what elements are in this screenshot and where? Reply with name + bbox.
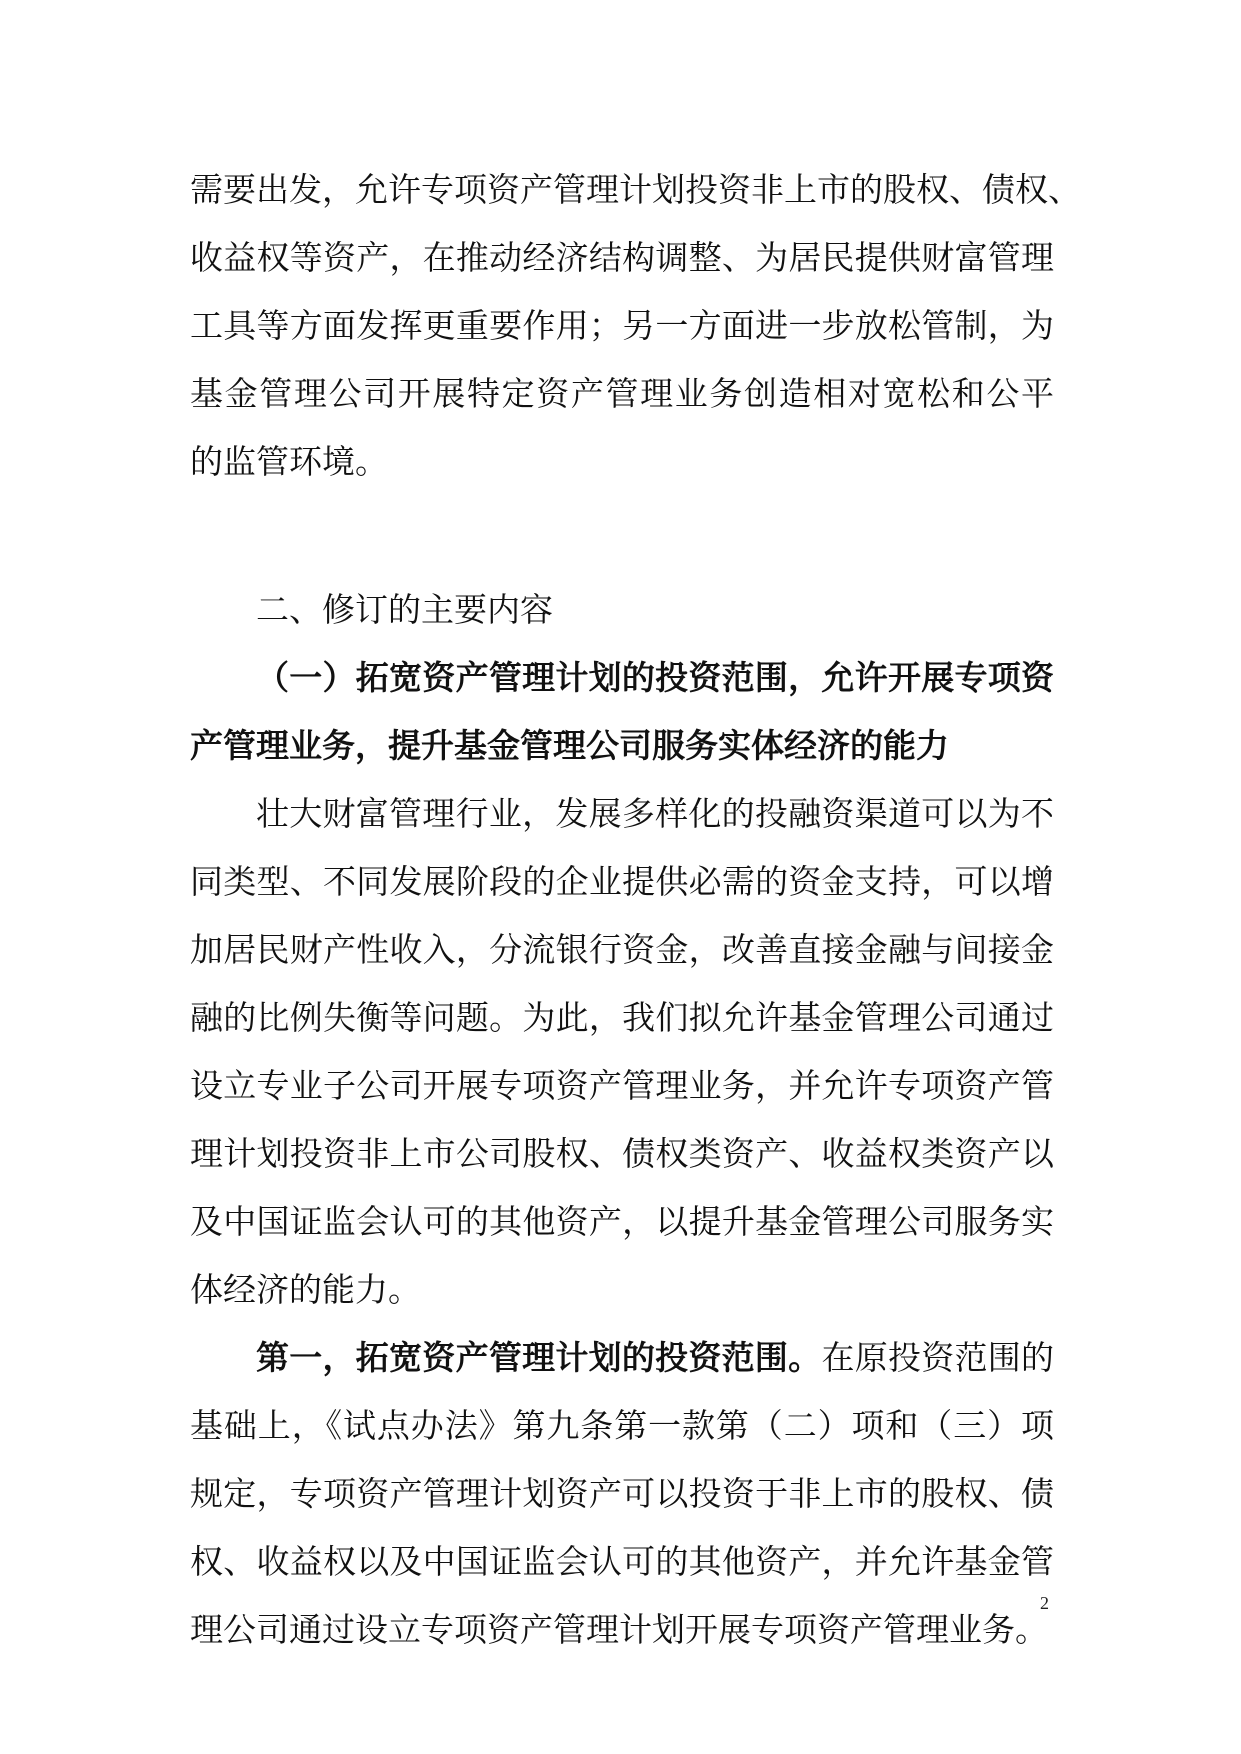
first-line-remainder: 在原投资范围的 xyxy=(821,1338,1055,1377)
text-line: 壮大财富管理行业，发展多样化的投融资渠道可以为不 xyxy=(256,794,1054,833)
text-line: 的监管环境。 xyxy=(190,442,388,481)
text-line: 及中国证监会认可的其他资产，以提升基金管理公司服务实 xyxy=(190,1202,1054,1241)
text-line: 收益权等资产，在推动经济结构调整、为居民提供财富管理 xyxy=(190,238,1054,277)
text-line: 设立专业子公司开展专项资产管理业务，并允许专项资产管 xyxy=(190,1066,1054,1105)
section-heading: 二、修订的主要内容 xyxy=(256,590,553,629)
text-line: 基础上，《试点办法》第九条第一款第（二）项和（三）项 xyxy=(190,1406,1054,1445)
subsection-heading-line: （一）拓宽资产管理计划的投资范围，允许开展专项资 xyxy=(256,658,1054,697)
subsection-heading xyxy=(190,644,1054,780)
text-line: 基金管理公司开展特定资产管理业务创造相对宽松和公平 xyxy=(190,374,1054,413)
text-line: 需要出发，允许专项资产管理计划投资非上市的股权、债权、 xyxy=(190,170,1081,209)
subsection-heading-line: 产管理业务，提升基金管理公司服务实体经济的能力 xyxy=(190,726,949,765)
text-line xyxy=(190,1324,1054,1392)
document-body xyxy=(190,156,1081,1664)
text-line: 权、收益权以及中国证监会认可的其他资产，并允许基金管 xyxy=(190,1542,1054,1581)
text-line: 同类型、不同发展阶段的企业提供必需的资金支持，可以增 xyxy=(190,862,1054,901)
text-line: 体经济的能力。 xyxy=(190,1270,421,1309)
bold-lead-sentence: 第一，拓宽资产管理计划的投资范围。 xyxy=(256,1338,822,1377)
paragraph-gap xyxy=(190,496,1054,576)
text-line: 规定，专项资产管理计划资产可以投资于非上市的股权、债 xyxy=(190,1474,1054,1513)
paragraph-continuation xyxy=(190,156,1081,496)
paragraph-first-point xyxy=(190,1324,1054,1664)
text-line: 融的比例失衡等问题。为此，我们拟允许基金管理公司通过 xyxy=(190,998,1054,1037)
page-number: 2 xyxy=(1040,1593,1049,1613)
text-line: 理计划投资非上市公司股权、债权类资产、收益权类资产以 xyxy=(190,1134,1054,1173)
text-line: 工具等方面发挥更重要作用；另一方面进一步放松管制，为 xyxy=(190,306,1054,345)
paragraph-body xyxy=(190,780,1054,1324)
text-line: 加居民财产性收入，分流银行资金，改善直接金融与间接金 xyxy=(190,930,1054,969)
text-line: 理公司通过设立专项资产管理计划开展专项资产管理业务。 xyxy=(190,1610,1048,1649)
